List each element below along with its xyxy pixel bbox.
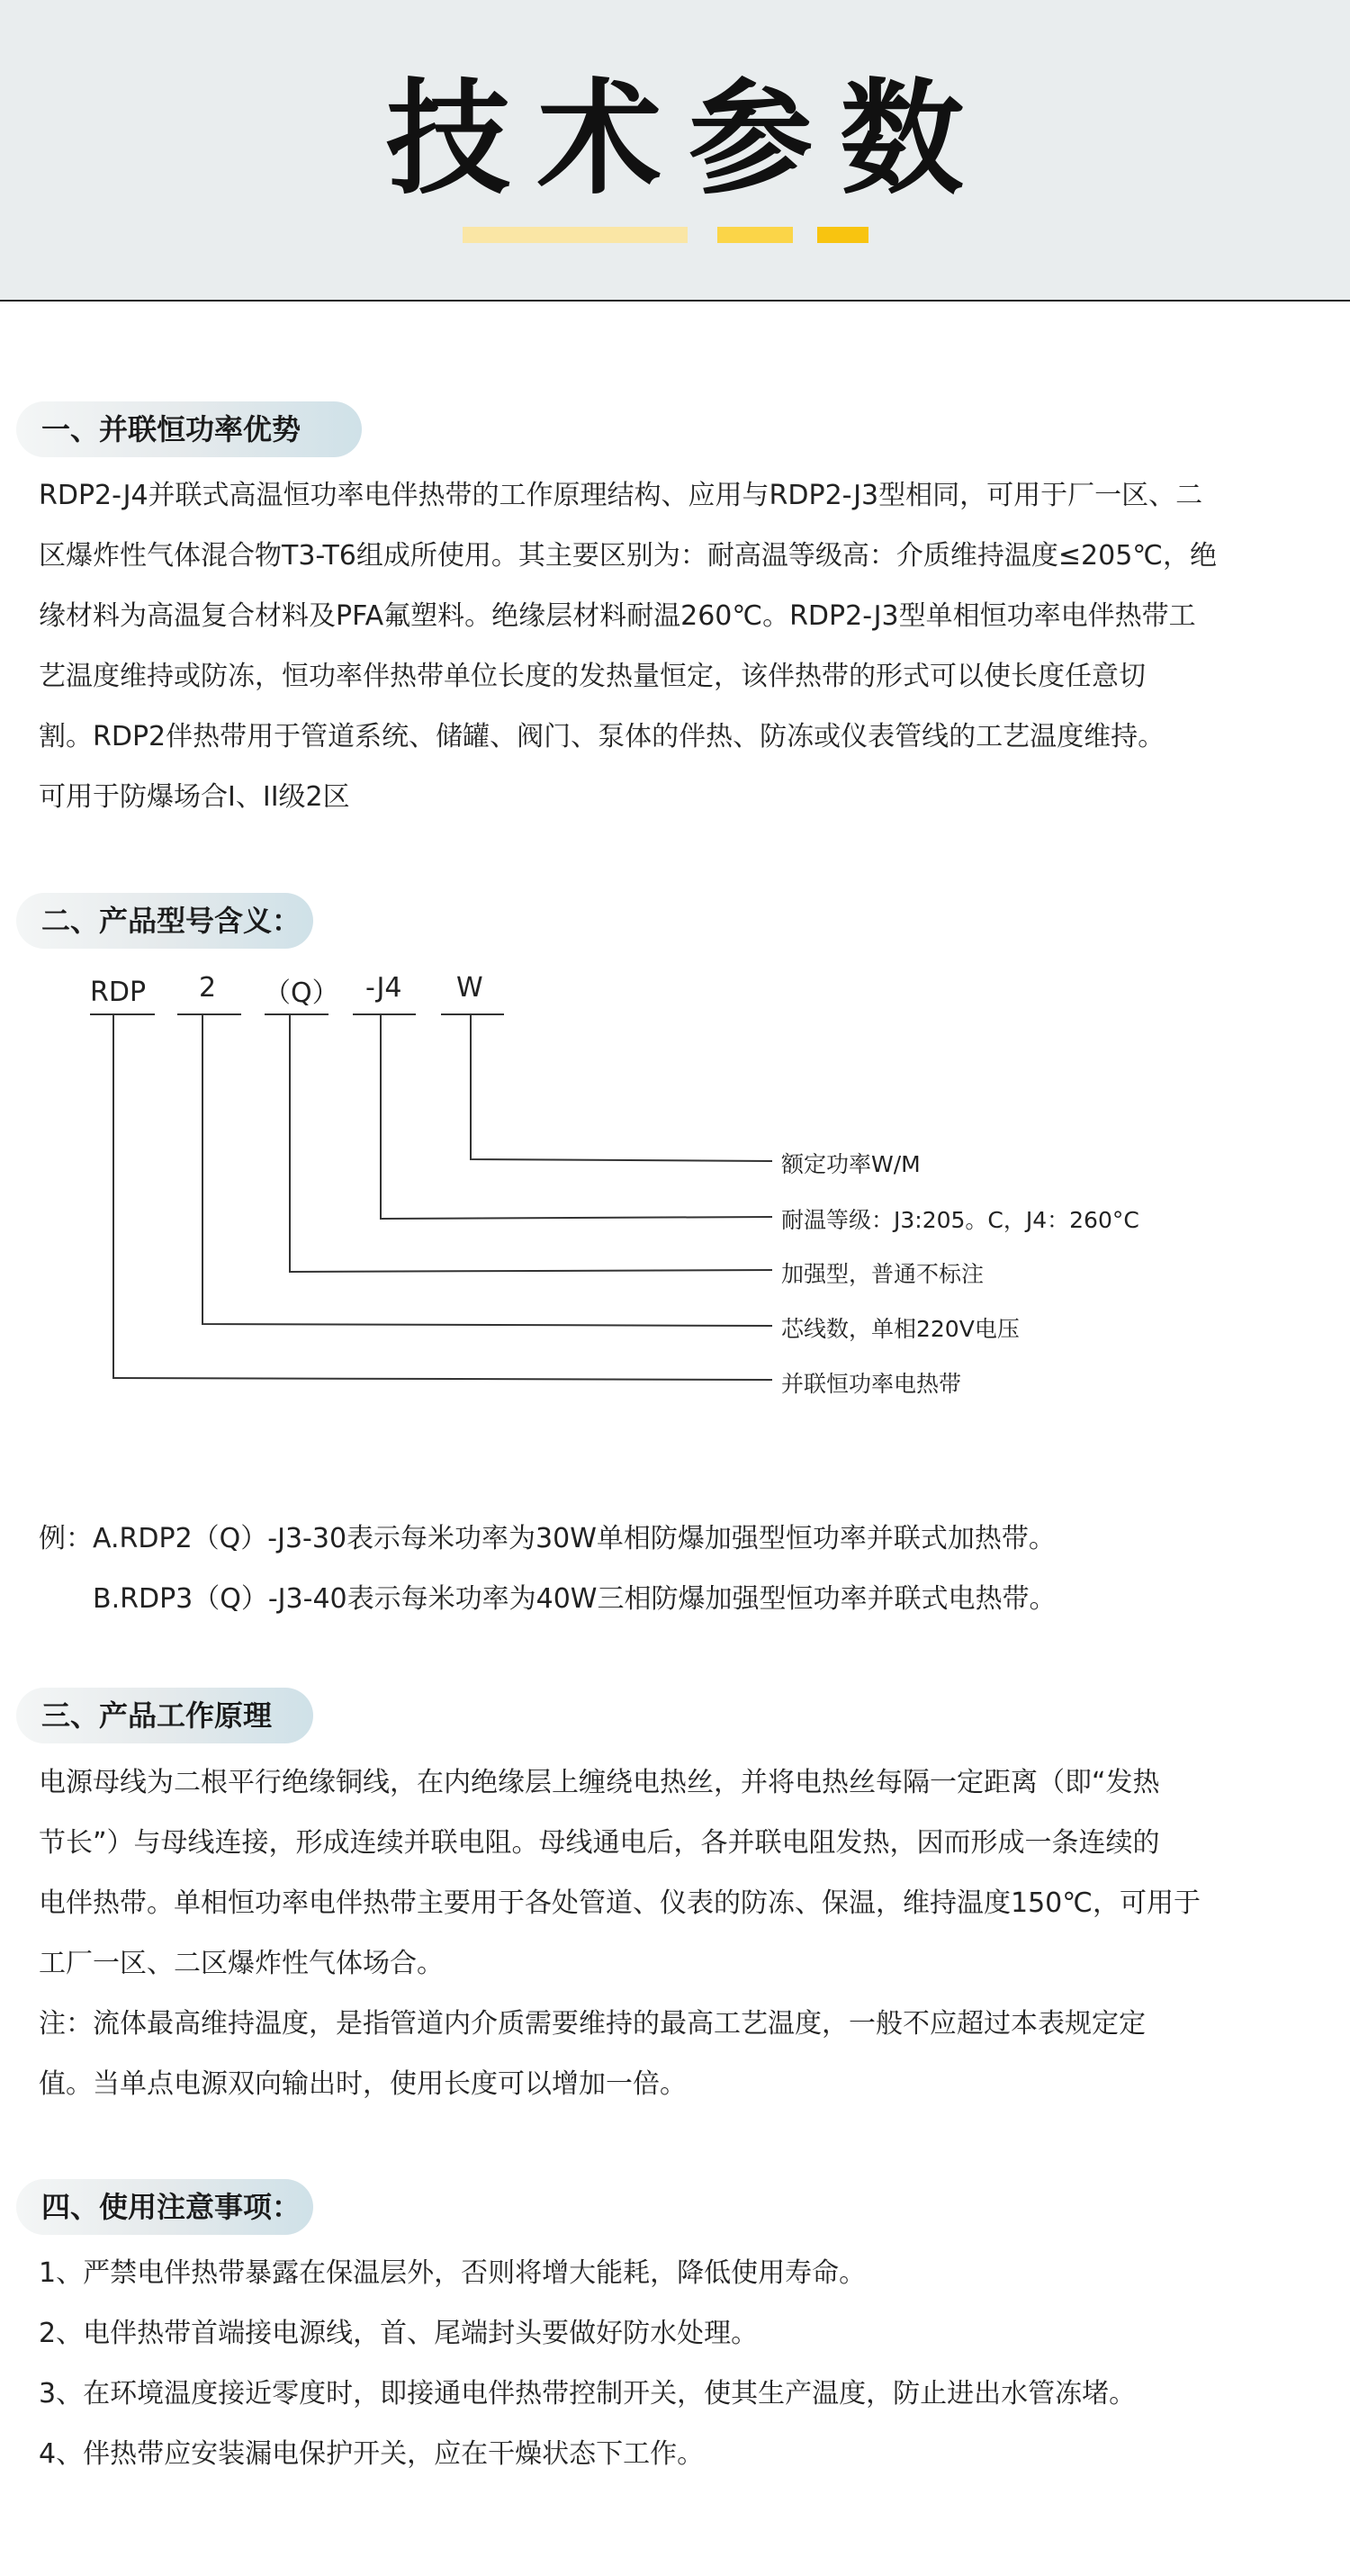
meaning-cores: 芯线数，单相220V电压 (781, 1316, 1020, 1342)
code-part-reinforced: （Q） (264, 977, 339, 1009)
page-header (0, 0, 1350, 302)
usage-note-item: 3、在环境温度接近零度时，即接通电伴热带控制开关，使其生产温度，防止进出水管冻堵。 (39, 2378, 1137, 2409)
paragraph-line: 工厂一区、二区爆炸性气体场合。 (39, 1948, 444, 1979)
code-part-temp-class: -J4 (365, 972, 402, 1004)
paragraph-line: 艺温度维持或防冻，恒功率伴热带单位长度的发热量恒定，该伴热带的形式可以使长度任意切 (39, 661, 1146, 692)
accent-bar-dark (817, 227, 868, 243)
accent-bar-mid (717, 227, 793, 243)
usage-note-item: 1、严禁电伴热带暴露在保温层外，否则将增大能耗，降低使用寿命。 (39, 2257, 867, 2289)
page-title: 技术参数 (385, 67, 991, 212)
paragraph-line: 电源母线为二根平行绝缘铜线，在内绝缘层上缠绕电热丝，并将电热丝每隔一定距离（即“发热 (39, 1767, 1160, 1798)
paragraph-line: RDP2-J4并联式高温恒功率电伴热带的工作原理结构、应用与RDP2-J3型相同，可用于厂一区、二 (39, 480, 1203, 511)
example-b: B.RDP3（Q）-J3-40表示每米功率为40W三相防爆加强型恒功率并联式电热带。 (93, 1583, 1057, 1615)
paragraph-line: 缘材料为高温复合材料及PFA氟塑料。绝缘层材料耐温260℃。RDP2-J3型单相恒功率电伴热带工 (39, 600, 1196, 632)
leader-reinforced (290, 1014, 772, 1272)
code-part-power: W (456, 972, 483, 1004)
meaning-parallel-belt: 并联恒功率电热带 (781, 1371, 962, 1397)
leader-power (471, 1014, 772, 1161)
paragraph-line: 注：流体最高维持温度，是指管道内介质需要维持的最高工艺温度，一般不应超过本表规定定 (39, 2008, 1146, 2040)
section-title-working-principle: 三、产品工作原理 (16, 1688, 313, 1743)
code-part-cores: 2 (199, 972, 217, 1004)
paragraph-line: 割。RDP2伴热带用于管道系统、储罐、阀门、泵体的伴热、防冻或仪表管线的工艺温度维持。 (39, 721, 1166, 752)
paragraph-line: 值。当单点电源双向输出时，使用长度可以增加一倍。 (39, 2068, 687, 2100)
accent-bar-light (463, 227, 688, 243)
code-part-rdp: RDP (90, 977, 147, 1008)
usage-note-item: 2、电伴热带首端接电源线，首、尾端封头要做好防水处理。 (39, 2318, 759, 2349)
leader-cores (202, 1014, 772, 1326)
section-title-model-meaning: 二、产品型号含义： (16, 893, 313, 949)
example-a: 例：A.RDP2（Q）-J3-30表示每米功率为30W单相防爆加强型恒功率并联式加热带。 (39, 1523, 1056, 1554)
meaning-power: 额定功率W/M (781, 1151, 921, 1177)
section-title-usage-notes: 四、使用注意事项： (16, 2179, 313, 2235)
section-title-advantages: 一、并联恒功率优势 (16, 401, 362, 457)
paragraph-line: 电伴热带。单相恒功率电伴热带主要用于各处管道、仪表的防冻、保温，维持温度150℃，可用于 (39, 1887, 1201, 1919)
meaning-reinforced: 加强型，普通不标注 (781, 1261, 985, 1287)
paragraph-line: 节长”）与母线连接，形成连续并联电阻。母线通电后，各并联电阻发热，因而形成一条连续的 (39, 1827, 1160, 1859)
meaning-temp-class: 耐温等级：J3:205。C，J4：260°C (781, 1207, 1139, 1233)
model-code-diagram (0, 945, 1350, 1413)
paragraph-line: 区爆炸性气体混合物T3-T6组成所使用。其主要区别为：耐高温等级高：介质维持温度≤205℃，绝 (39, 540, 1217, 572)
leader-temp-class (381, 1014, 772, 1219)
paragraph-line: 可用于防爆场合I、II级2区 (39, 781, 350, 813)
usage-note-item: 4、伴热带应安装漏电保护开关，应在干燥状态下工作。 (39, 2438, 705, 2470)
